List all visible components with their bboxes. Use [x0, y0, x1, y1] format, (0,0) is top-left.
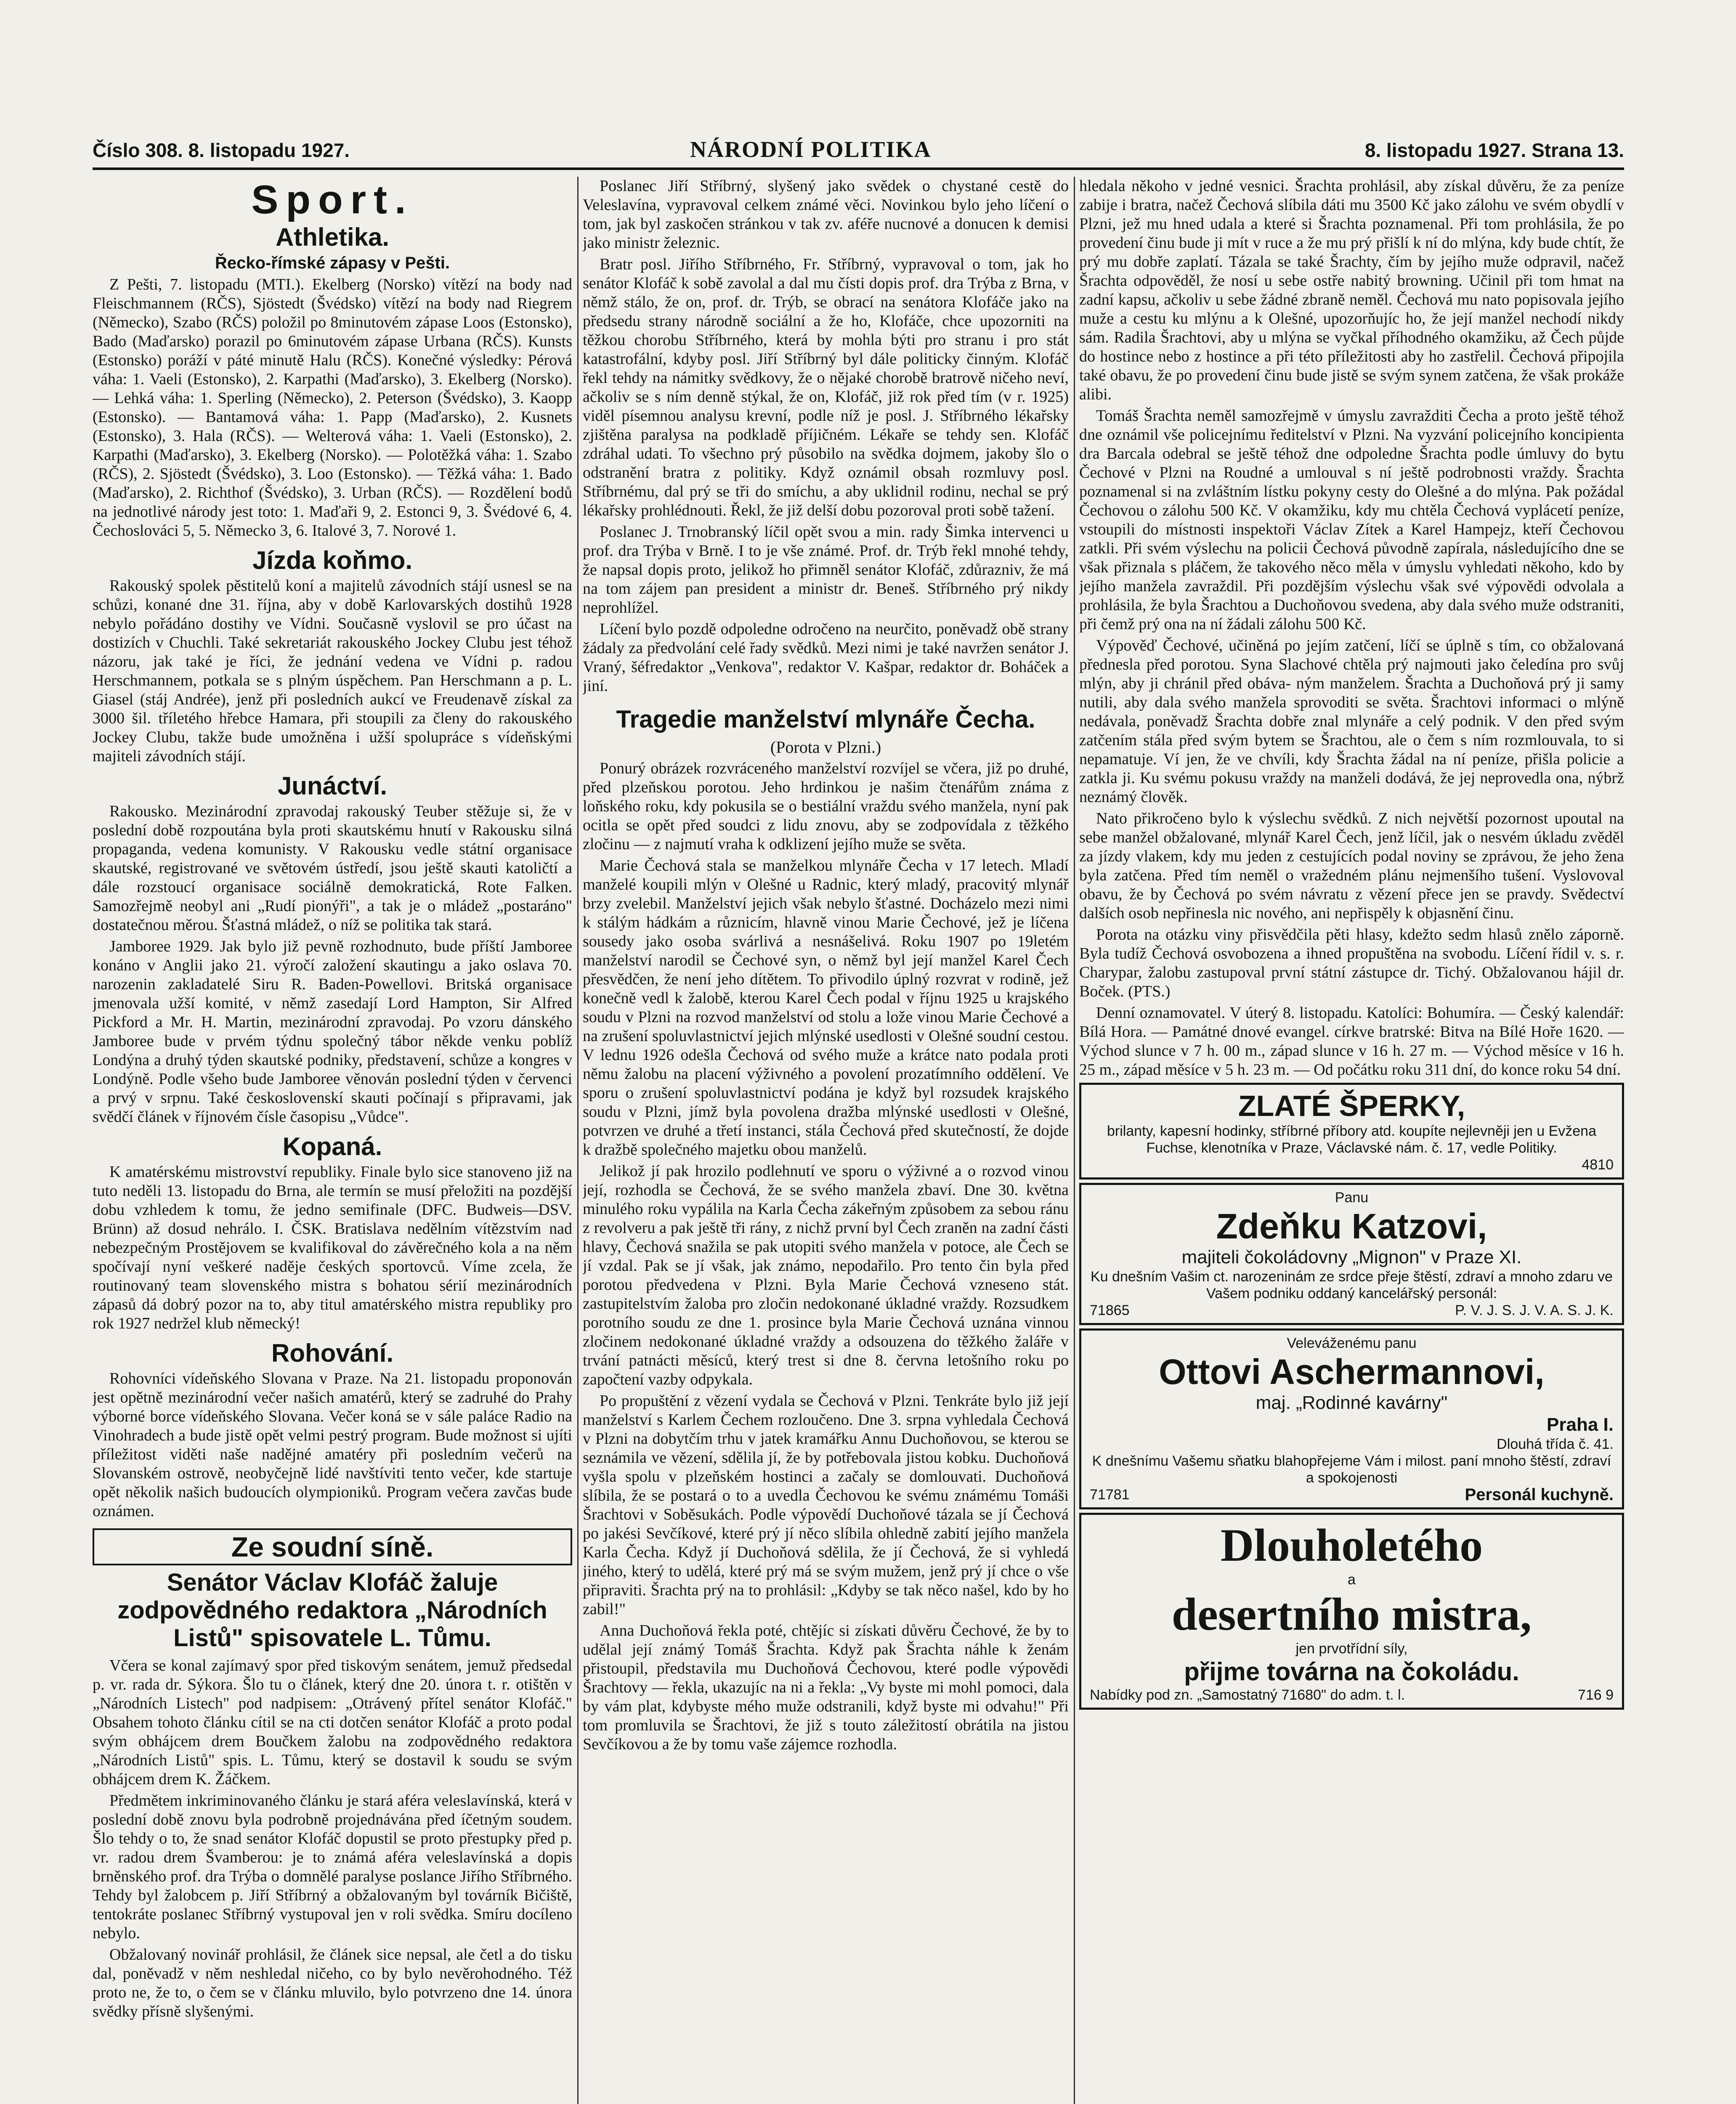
article-subtitle: (Porota v Plzni.) — [770, 738, 881, 757]
article-text: Předmětem inkriminovaného článku je stará aféra veleslavínská, která v poslední době znovu byla podrobně projednávána před íčetným soudem. Šlo tehdy o to, že snad senátor Klofáč dopustil se proto přestupky před p. vr. radou drem Švamberou: je to známá aféra veleslavínská a dopis brněnského prof. dra Trýba o domnělé paralyse poslance Jiřího Stříbrného. Tehdy byl žalobcem p. Jiří Stříbrný a obžalovaným byl továrník Bičiště, tentokráte poslanec Stříbrný vystupoval jen v roli svědka. Smíru docíleno nebylo. — [93, 1792, 572, 1942]
article-text: Rakousko. Mezinárodní zpravodaj rakouský Teuber stěžuje si, že v poslední době rozpoutána byla proti skautskému hnutí v Rakousku silná propaganda, vedena komunisty. V Rakousku vedle státní organisace skautské, registrované ve světovém ústředí, jsou ještě skauti katoličtí a dále rozstoucí organisace sociálně demokratická, Rote Falken. Samozřejmě neobyl ani „Rudí pionýři", a tak je o mládež „postaráno" dostatečnou měrou. Šťastná mládež, o níž se politika tak stará. — [93, 802, 572, 934]
daily-notice: Denní oznamovatel. V úterý 8. listopadu. Katolíci: Bohumíra. — Český kalendář: Bílá Hora. — Památné dnové evangel. církve bratrské: Bitva na Bílé Hoře 1620. — Východ slunce v 7 h. 00 m., západ slunce v 16 h. 27 m. — Východ měsíce v 16 h. 25 m., západ měsíce v 5 h. 23 m. — Od počátku roku 311 dní, do konce roku 54 dní. — [1079, 1004, 1624, 1079]
ad-code: 71865 — [1090, 1302, 1130, 1318]
article-text: Marie Čechová stala se manželkou mlynáře Čecha v 17 letech. Mladí manželé koupili mlýn v Olešné u Radnic, který mladý, pracovitý mlynář brzy zvelebil. Manželství jejich však nebylo šťastné. Docházelo mezi nimi k stálým hádkám a různicím, hlavně vinou Marie Čechové, jež je líčena sousedy jako osoba svárlivá a nesnášelivá. Roku 1907 po 19letém manželství narodil se Čechové syn, o němž byl její manžel Karel Čech přesvědčen, že není jeho dítětem. To přivodilo úplný rozvrat v rodině, jež konečně vedl k žalobě, kterou Karel Čech podal v říjnu 1925 u krajského soudu v Plzni na rozvod manželství od stolu a lože vinou Marie Čechové a na zrušení spoluvlastnictví jejich mlýnské usedlosti v Olešné soudní cestou. V lednu 1926 odešla Čechová od svého muže a krátce nato podala proti němu žalobu na placení výživného a povolení prozatímního oddělení. Ve sporu o zrušení spoluvlastnictví podána je když byl rozsudek krajského soudu v Plzni, jímž byla povolena dražba mlýnské usedlosti v Olešné, potvrzen ve druhé a třetí instanci, stála Čechová před skutečností, že dojde k dražbě společného majetku obou manželů. — [583, 857, 1069, 1158]
ad-title: Ottovi Aschermannovi, — [1159, 1352, 1545, 1392]
ad-title: ZLATÉ ŠPERKY, — [1238, 1089, 1465, 1122]
article-text: K amatérskému mistrovství republiky. Finale bylo sice stanoveno již na tuto neděli 13. listopadu do Brna, ale termín se musí přeložiti na pozdější dobu vzhledem k tomu, že jedno semifinale (DFC. Budweis—DSV. Brünn) až dosud nehrálo. I. ČSK. Bratislava nedělním vítězstvím nad nebezpečným Prostějovem se kvalifikoval do závěrečného kola a na něm spočívají nyní veškeré naděje českých sportovců. Víme zcela, že routinovaný team slovenského mistra s bohatou sérií mezinárodních zápasů dá dobrý pozor na to, aby titul amatérského mistra republiky pro rok 1927 nedržel klub německý! — [93, 1163, 572, 1332]
article-text: Nato přikročeno bylo k výslechu svědků. Z nich největší pozornost upoutal na sebe manžel obžalované, mlynář Karel Čech, jenž líčil, jak o nesvém úkladu zvěděl za jízdy vlakem, kdy mu jeden z cestujících podal noviny se zprávou, že jeho žena byla zatčena. Před tím neměl o vražedném plánu nejmenšího tušení. Vyslovoval obavu, že by Čechová po svém návratu z vězení přece jen se pravdy. Svědectví dalších osob nepřinesla nic nového, ani nepřispěly k objasnění činu. — [1079, 810, 1624, 922]
heading-athletika: Athletika. — [275, 223, 390, 251]
ad-zlate-sperky — [1079, 1083, 1624, 1180]
ad-chocolate-master — [1079, 1513, 1624, 1710]
heading-kopana: Kopaná. — [282, 1132, 382, 1161]
ad-code: 716 9 — [1577, 1687, 1614, 1703]
column-divider — [1074, 177, 1075, 2104]
ad-code: 4810 — [1582, 1157, 1614, 1173]
article-text: Výpověď Čechové, učiněná po jejím zatčení, líčí se úplně s tím, co obžalovaná přednesla před porotou. Syna Slachové chtěla prý najmouti jako čeledína pro svůj mlýn, aby ji chránil před obáva- ným manželem. Šrachta a Duchoňová prý ji samy nutili, aby dala svého manžela sprovoditi se světa. Šrachtovi informaci o mlýně nedávala, poněvadž Šrachta dobře znal mlynáře a celý podnik. V den před svým zatčením stála před svým bytem se Šrachtou, ale o čem s ním rozmlouvala, to si nepamatuje. Ví jen, že ve chvíli, kdy Šrachta žádal na ní peníze, přišla policie a zatkla ji. Ku svému pokusu vraždy na manželi dodává, že jej neprovedla ona, nýbrž neznámý člověk. — [1079, 637, 1624, 806]
column-3 — [1079, 177, 1624, 2104]
ad-aschermann — [1079, 1328, 1624, 1509]
article-text: Jamboree 1929. Jak bylo již pevně rozhodnuto, bude příští Jamboree konáno v Anglii jako 21. výročí založení skautingu a jako oslava 70. narozenin zakladatelé Siru R. Baden-Powellovi. Britská organisace jmenovala užší komité, v němž zasedají Lord Hampton, Sir Alfred Pickford a Mr. H. Martin, mezinárodní zpravodaj. Po vzoru dánského Jamboree bude v prvém týdnu společný tábor někde venku poblíž Londýna a druhý týden skautské podniky, představení, schůze a kongres v Londýně. Podle všeho bude Jamboree věnován poslední týden v červenci a prvý v srpnu. Také československí skauti počínají s připravami, jak svědčí článek v říjnovém čísle časopisu „Vůdce". — [93, 938, 572, 1126]
article-text: Porota na otázku viny přisvědčila pěti hlasy, kdežto sedm hlasů znělo záporně. Byla tudíž Čechová osvobozena a ihned propuštěna na svobodu. Líčení řídil v. s. r. Charypar, žalobu zastupoval první státní zástupce dr. Tichý. Obžalovanou hájil dr. Boček. (PTS.) — [1079, 926, 1624, 1000]
article-text: Rakouský spolek pěstitelů koní a majitelů závodních stájí usnesl se na schůzi, konané dne 31. října, aby v době Karlovarských dostihů 1928 nebylo pořádáno dostihy ve Vídni. Současně vyslovil se pro účast na dostizích v Chuchli. Také sekretariát rakouského Jockey Clubu jest téhož názoru, jak také je říci, že jednání vedena ve Vídni p. radou Herschmannem, potkala se s plným úspěchem. Pan Herschmann a p. L. Giasel (stáj Andrée), jenž při posledních aukcí ve Freudenavě získal za 3000 šil. tříletého hřebce Hamara, při stoupili za členy do rakouského Jockey Clubu, takže bude umožněna i užší spolupráce s vídeňskými majiteli závodních stájí. — [93, 577, 572, 765]
article-text: Rohovníci vídeňského Slovana v Praze. Na 21. listopadu proponován jest opětně mezinárodní večer našich amatérů, který se zadruhé do Prahy výborné borce vídeňského Slovana. Večer koná se v sále paláce Radio na Vinohradech a bude jistě opět velmi pestrý program. Bude možnost si ujíti příležitost viděti naše nadějné amatéry při posledním večerů na Slovanském ostrově, neobyčejně lidé navštíviti tento večer, kde startuje opět několik našich budoucích olympioniků. Program večera zavčas bude oznámen. — [93, 1370, 572, 1520]
article-text: Tomáš Šrachta neměl samozřejmě v úmyslu zavražditi Čecha a proto ještě téhož dne oznámil vše policejnímu ředitelství v Plzni. Na vyzvání policejního koncipienta dra Barcala odebral se ještě téhož dne odpoledne Šrachta podle úmluvy do bytu Čechové v Plzni na Roudné a umlouval s ní ještě podrobnosti vraždy. Šrachta poznamenal si na zvláštním lístku pokyny cesty do Olešné a do mlýna. Pak požádal Čechovou o zálohu 500 Kč. V okamžiku, kdy mu chtěla Čechová vyplácetí peníze, vstoupili do místnosti inspektoři Václav Zítek a Karel Hampejz, kteří Čechovou zatkli. Při svém výslechu na policii Čechová původně zapírala, následujícího dne se však přiznala s pláčem, že takového něco měla v úmyslu vyhledati někoho, kdo by jejího manžela zavraždil. Při pozdějším výslechu však své výpovědi odvolala a prohlásila, že byla Šrachtou a Duchoňovou svedena, aby dala svého muže odstraniti, při čemž prý ona na ní žádali zálohu 500 Kč. — [1079, 407, 1624, 633]
ad-subtitle: maj. „Rodinné kavárny" — [1256, 1392, 1448, 1413]
ad-code: 71781 — [1090, 1487, 1130, 1503]
section-title-sport: Sport. — [251, 177, 414, 222]
article-text: Jelikož jí pak hrozilo podlehnutí ve sporu o výživné a o rozvod vinou její, rozhodla se Čechová, že se svého manžela zbaví. Dne 30. května minulého roku vypálila na Karla Čecha zákeřným způsobem za sebou ránu z revolveru a pak ještě tři rány, z nichž první byl Čech zraněn na zadní části hlavy, Čechová snažila se pak utopiti svého manžela v potoce, ale Čech se jí vzdal. Pak se jí však, jak známo, nepodařilo. Pro tento čin byla před porotou předvedena v Plzni. Byla Marie Čechová vzneseno stát. zastupitelstvím žaloba pro zločin nedokonané úkladné vraždy. Rozsudkem porotního soudu ze dne 1. prosince byla Marie Čechová uznána vinnou zločinem nedokonané úkladné vraždy a odsouzena do těžkého žaláře v trvání patnácti měsíců, který trest si dne 8. června letošního roku po započtení vazby odpykala. — [583, 1162, 1069, 1388]
column-1 — [93, 177, 572, 2104]
ad-title: Zdeňku Katzovi, — [1216, 1206, 1487, 1246]
section-title-court: Ze soudní síně. — [93, 1528, 572, 1565]
article-text: Včera se konal zajímavý spor před tiskovým senátem, jemuž předsedal p. vr. rada dr. Sýkora. Šlo tu o článek, který dne 20. února t. r. otištěn v „Národních Listech" pod nadpisem: „Otrávený přítel senátor Klofáč." Obsahem tohoto článku cítil se na cti dotčen senátor Klofáč a proto podal svým obhájcem drem Boučkem žalobu na zodpovědného redaktora „Národních Listů" spis. L. Tůmu, který se dostavil k soudu se svým obhájcem drem K. Žáčkem. — [93, 1657, 572, 1788]
article-text: Poslanec Jiří Stříbrný, slyšený jako svědek o chystané cestě do Veleslavína, vypravoval celkem známé věci. Novinkou bylo jeho líčení o tom, jak byl zaskočen stránkou v tak zv. aféře nucnové a donucen k demisi jako ministr železnic. — [583, 177, 1069, 252]
article-text: Anna Duchoňová řekla poté, chtějíc si získati důvěru Čechové, že by to udělal její známý Tomáš Šrachta. Když pak Šrachta náhle k ženám přistoupil, představila mu Duchoňová Čechovou, které podle výpovědi Šrachtovy — řekla, ukazujíc na ni a řekla: „Vy byste mi mohl pomoci, dala by vám plat, kdybyste mého muže odstranili, když byste mi odvahu!" Při tom promluvila se Šrachtovi, že již s touto záležitostí obrátila na jistou Sevčíkovou a že by tomu vaše zájemce rozhodla. — [583, 1622, 1069, 1753]
article-text: Líčení bylo pozdě odpoledne odročeno na neurčito, poněvadž obě strany žádaly za předvolání celé řady svědků. Mezi nimi je také navržen senátor J. Vraný, šéfredaktor „Venkova", redaktor V. Kašpar, redaktor dr. Boháček a jiní. — [583, 620, 1069, 695]
heading-jizda: Jízda koňmo. — [252, 546, 413, 574]
ad-footer — [1090, 1302, 1614, 1319]
ad-text: K dnešnímu Vašemu sňatku blahopřejeme Vám i milost. paní mnoho štěstí, zdraví a spokojenosti — [1092, 1453, 1611, 1486]
ad-text: Panu — [1335, 1190, 1369, 1206]
heading-junactvi: Junáctví. — [277, 772, 388, 800]
ad-subtitle: majiteli čokoládovny „Mignon" v Praze XI. — [1181, 1247, 1522, 1267]
ad-subtitle: přijme továrna na čokoládu. — [1184, 1658, 1519, 1686]
ad-footer — [1090, 1687, 1614, 1703]
article-text: Obžalovaný novinář prohlásil, že článek sice nepsal, ale četl a do tisku dal, poněvadž v něm neshledal ničeho, co by bylo nevěrohodného. Též proto ne, že to, o čem se v článku mluvilo, bylo potvrzeno dne 14. února svědky přísně slyšenými. — [93, 1946, 572, 2020]
ad-address: Dlouhá třída č. 41. — [1497, 1436, 1614, 1452]
subheading-wrestling: Řecko-římské zápasy v Pešti. — [215, 254, 450, 272]
article-text: Ponurý obrázek rozvráceného manželství rozvíjel se včera, již po druhé, před plzeňskou porotou. Jeho hrdinkou je našim čtenářům známa z loňského roku, kdy pokusila se o bestiální vraždu svého manžela, nyní pak ocitla se opět před soudci z lidu znovu, aby se zodpovídala z těžkého zločinu — z najmutí vraha k odklizení jejího muže se světa. — [583, 760, 1069, 853]
ad-text: Veleváženému panu — [1287, 1335, 1417, 1351]
page-number: 8. listopadu 1927. Strana 13. — [1364, 139, 1624, 161]
ad-text: jen prvotřídní síly, — [1295, 1641, 1408, 1657]
ad-title: Dlouholetého — [1220, 1520, 1483, 1571]
heading-rohovani: Rohování. — [271, 1339, 393, 1367]
header-rule — [93, 167, 1624, 170]
ad-signature: Personál kuchyně. — [1465, 1485, 1614, 1504]
article-text: Poslanec J. Trnobranský líčil opět svou a min. rady Šimka intervenci u prof. dra Trýba v Brně. I to je vše známé. Prof. dr. Trýb řekl mnohé tehdy, že napsal dopis proto, jelikož ho přimněl senátor Klofáč, zdůrazniv, že má na tom zájem pan president a ministr dr. Beneš. Stříbrného prý nikdy neprohlížel. — [583, 523, 1069, 616]
ad-text: Nabídky pod zn. „Samostatný 71680" do adm. t. l. — [1090, 1687, 1405, 1703]
article-text: Po propuštění z vězení vydala se Čechová v Plzni. Tenkráte bylo již její manželství s Karlem Čechem rozloučeno. Dne 3. srpna vyhledala Čechová v Plzni na dobytčím trhu v jatek kramářku Annu Duchoňovou, se kterou se seznámila ve vězení, sdělila jí, že by potřebovala jistou kobku. Duchoňová vyšla spolu v plzeňském hostinci a začaly se domlouvati. Duchoňová slíbila, že se postará o to a uvedla Čechovou ke svému známému Tomáši Šrachtovi v Soběsukách. Podle výpovědí Duchoňové tázala se jí Čechová po jakési Sevčíkové, které prý jí něco slíbila ohledně zabití jejího manžela Karla Čecha. Když jí Duchoňová sdělila, že jí Čechová, že si vyhledá jiného, který to udělá, které prý má se svým mužem, jenž prý jí chce o vše připraviti. Šrachta prý na to prohlásil: „Kdyby se tak něco našel, kdo by ho zabil!" — [583, 1392, 1069, 1618]
column-2 — [583, 177, 1069, 2104]
article-title-klofac: Senátor Václav Klofáč žaluje zodpovědného redaktora „Národních Listů" spisovatele L. Tůmu. — [117, 1569, 547, 1652]
article-title-tragedie: Tragedie manželství mlynáře Čecha. — [616, 706, 1035, 733]
ad-katz — [1079, 1183, 1624, 1325]
article-text: Bratr posl. Jiřího Stříbrného, Fr. Stříbrný, vypravoval o tom, jak ho senátor Klofáč k sobě zavolal a dal mu čísti dopis prof. dra Trýba z Brna, v němž stálo, že on, prof. dr. Trýb, se obrací na senátora Klofáče jako na předsedu strany národně sociální a že ho, Klofáče, chce upozorniti na těžkou chorobu Stříbrného, která by mohla býti pro stranu i pro stát katastrofální, kdyby posl. Jiří Stříbrný byl dále politicky činným. Klofáč řekl tehdy na námitky svědkovy, že o nějaké chorobě bratrově ničeho neví, ačkoliv se s ním denně stýkal, že on, Klofáč, již rok před tím (v r. 1925) viděl písemnou analysu krevní, podle níž je posl. J. Stříbrného lékařsky zjištěna paralysa na podkladě příjičném. Lékaře se tehdy sen. Klofáč zdráhal udati. To všechno prý působilo na svědka dojmem, jakoby šlo o odstranění bratra z politiky. Když oznámil obsah rozmluvy posl. Stříbrnému, dal prý se tři do smíchu, a aby uklidnil rodinu, nechal se prý lékařsky prohlédnouti. Řekl, že již delší dobu pozoroval proti sobě tažení. — [583, 255, 1069, 519]
issue-number: Číslo 308. 8. listopadu 1927. — [93, 139, 350, 161]
ad-city: Praha I. — [1547, 1414, 1614, 1435]
ad-text: Ku dnešním Vašim ct. narozeninám ze srdce přeje štěstí, zdraví a mnoho zdaru ve Vašem podniku oddaný kancelářský personál: — [1091, 1269, 1613, 1302]
article-text: hledala někoho v jedné vesnici. Šrachta prohlásil, aby získal důvěru, že za peníze zabije i bratra, načež Čechová slíbila dáti mu 3500 Kč jako zálohu ve svém obydlí v Plzni, jež mu hned udala a které si Šrachta poznamenal. Při tom prohlásila, že po provedení činu bude ji mít v ruce a že mu prý přišlí k ní do mlýna, kdy bude chtít, že prý mu dobře zaplatí. Tázala se také Šrachty, čím by jejího muže odpravil, načež Šrachta odpověděl, že nosí u sebe ostře nabitý browning. Učinil při tom hmat na zadní kapsu, ačkoliv u sebe žádné zbraně neměl. Čechová mu nato popisovala jejího muže a cestu ku mlýnu a k Olešné, upozorňujíc ho, že její manžel nechodí nikdy sám. Radila Šrachtovi, aby u mlýna se vyčkal příhodného okamžiku, až Čech půjde do hostince nebo z hostince a při této příležitosti aby ho zastřelil. Čechová připojila také obavu, že po provedení činu bude jistě se svým synem zatčena, že však prokáže alibi. — [1079, 177, 1624, 403]
ad-text: a — [1348, 1572, 1356, 1588]
column-divider — [577, 177, 579, 2104]
article-text: Z Pešti, 7. listopadu (MTI.). Ekelberg (Norsko) vítězí na body nad Fleischmannem (RČS), Sjöstedt (Švédsko) vítězí na body nad Riegrem (Německo), Szabo (RČS) položil po 8minutovém zápase Loos (Estonsko), Bado (Maďarsko) porazil po 6minutovém zápase Urbana (RČS). Kunsts (Estonsko) poráží v páté minutě Halu (RČS). Konečné výsledky: Pérová váha: 1. Vaeli (Estonsko), 2. Karpathi (Maďarsko), 3. Ekelberg (Norsko). — Lehká váha: 1. Sperling (Německo), 2. Peterson (Švédsko), 3. Kaopp (Estonsko). — Bantamová váha: 1. Papp (Maďarsko), 2. Kusnets (Estonsko), 3. Hala (RČS). — Welterová váha: 1. Vaeli (Estonsko), 2. Karpathi (Maďarsko), 3. Ekelberg (Norsko). — Polotěžká váha: 1. Szabo (RČS), 2. Sjöstedt (Švédsko), 3. Loo (Estonsko). — Těžká váha: 1. Bado (Maďarsko), 2. Richthof (Švédsko), 3. Urban (RČS). — Rozdělení bodů na jednotlivé národy jest toto: 1. Maďaři 9, 2. Estonci 9, 3. Švédové 6, 4. Čechoslováci 5, 5. Německo 3, 6. Italové 3, 7. Norové 1. — [93, 276, 572, 539]
ad-signature: P. V. J. S. J. V. A. S. J. K. — [1455, 1302, 1614, 1318]
ad-footer — [1090, 1486, 1614, 1503]
masthead: NÁRODNÍ POLITIKA — [690, 137, 932, 162]
ad-text: brilanty, kapesní hodinky, stříbrné příbory atd. koupíte nejlevněji jen u Evženа Fuchse, klenotníka v Praze, Václavské nám. č. 17, vedle Politiky. — [1107, 1123, 1596, 1156]
page-header — [93, 139, 1624, 164]
ad-title: desertního mistra, — [1171, 1589, 1532, 1640]
